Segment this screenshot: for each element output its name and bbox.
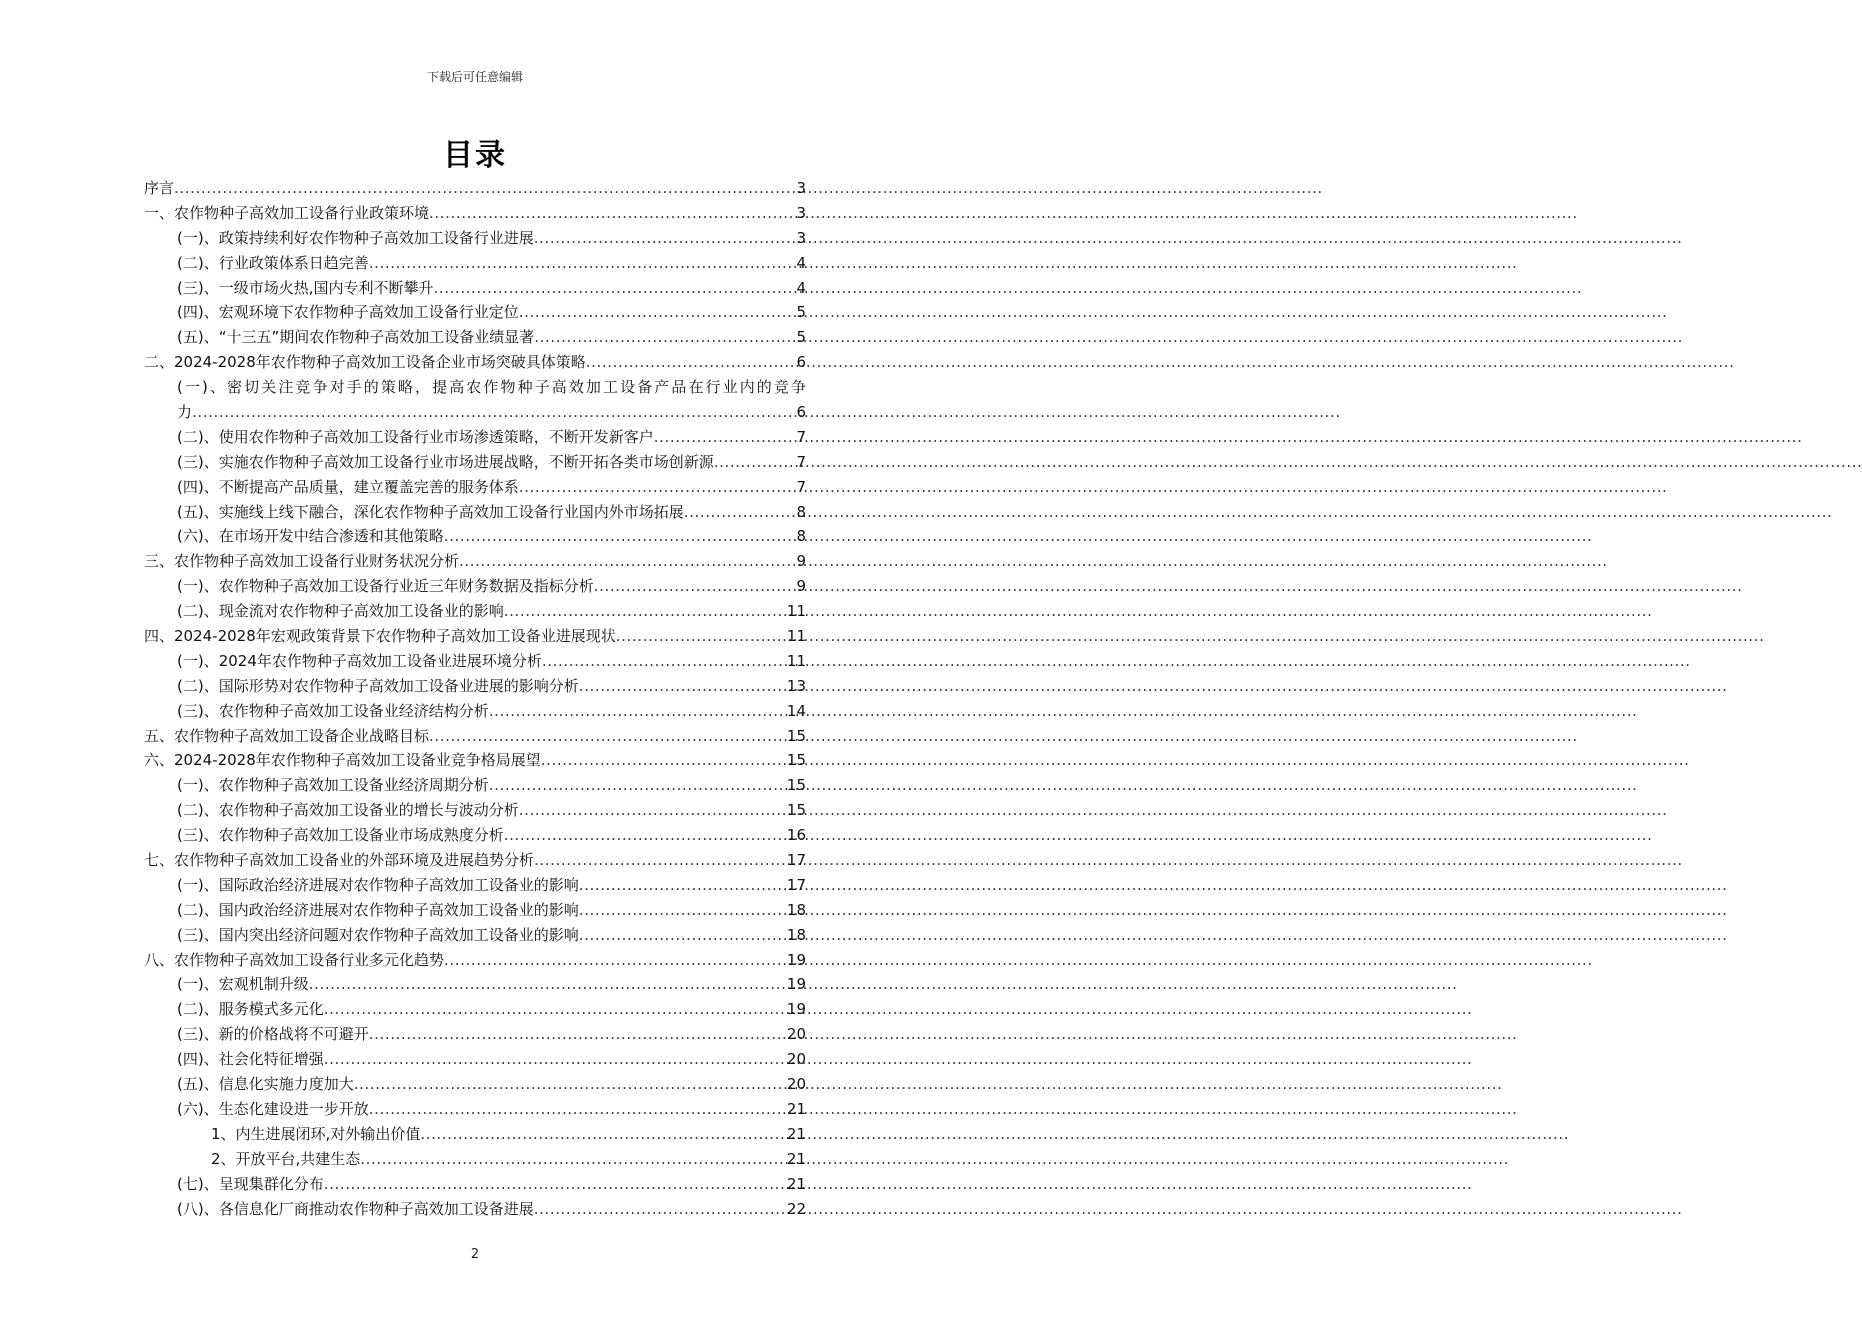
- toc-leader: [444, 524, 797, 549]
- toc-leader: [309, 972, 787, 997]
- page-number: 2: [470, 1247, 480, 1262]
- toc-entry-text: (四)、不断提高产品质量，建立覆盖完善的服务体系: [177, 477, 519, 496]
- toc-entry[interactable]: [144, 674, 806, 699]
- toc-leader: [504, 823, 787, 848]
- toc-entry[interactable]: [144, 948, 806, 973]
- toc-leader: [542, 649, 787, 674]
- toc-page-number: 21: [786, 1174, 806, 1193]
- toc-entry-text: (三)、实施农作物种子高效加工设备行业市场进展战略，不断开拓各类市场创新源: [177, 452, 714, 471]
- toc-page-number: 19: [786, 950, 806, 969]
- toc-leader: [429, 201, 796, 226]
- toc-entry-text: 序言: [144, 178, 175, 197]
- toc-page-number: 9: [796, 552, 806, 571]
- toc-leader: [519, 300, 797, 325]
- toc-leader: [369, 251, 797, 276]
- toc-leader: [534, 325, 796, 350]
- toc-page-number: 8: [796, 527, 806, 546]
- toc-leader: [534, 226, 797, 251]
- toc-page-number: 5: [796, 328, 806, 347]
- toc-entry[interactable]: [144, 699, 806, 724]
- toc-leader: [579, 923, 787, 948]
- toc-entry-text: (七)、呈现集群化分布: [177, 1174, 324, 1193]
- toc-entry-text: (三)、农作物种子高效加工设备业市场成熟度分析: [177, 826, 504, 845]
- toc-entry[interactable]: [144, 201, 806, 226]
- toc-entry[interactable]: [144, 450, 806, 475]
- toc-leader: [324, 1047, 787, 1072]
- toc-page-number: 21: [786, 1149, 806, 1168]
- toc-entry-text: 七、农作物种子高效加工设备业的外部环境及进展趋势分析: [144, 851, 535, 870]
- toc-entry[interactable]: [144, 773, 806, 798]
- toc-entry[interactable]: [144, 1072, 806, 1097]
- toc-entry[interactable]: [144, 923, 806, 948]
- toc-entry[interactable]: [144, 500, 806, 525]
- toc-entry[interactable]: [144, 400, 806, 425]
- toc-leader: [459, 549, 796, 574]
- toc-page-number: 11: [786, 651, 806, 670]
- toc-entry-text: (六)、在市场开发中结合渗透和其他策略: [177, 527, 444, 546]
- toc-entry[interactable]: [144, 176, 806, 201]
- toc-entry-text: (六)、生态化建设进一步开放: [177, 1099, 369, 1118]
- toc-entry[interactable]: [144, 350, 806, 375]
- toc-page-number: 7: [796, 427, 806, 446]
- toc-page-number: 21: [786, 1099, 806, 1118]
- toc-entry-text: (五)、“十三五”期间农作物种子高效加工设备业绩显著: [177, 328, 535, 347]
- toc-leader: [433, 276, 796, 301]
- toc-entry-text: (二)、行业政策体系日趋完善: [177, 253, 369, 272]
- toc-leader: [504, 599, 787, 624]
- toc-leader: [519, 798, 787, 823]
- toc-page-number: 13: [786, 676, 806, 695]
- toc-entry-text: 1、内生进展闭环,对外输出价值: [211, 1124, 421, 1143]
- toc-leader: [324, 1172, 787, 1197]
- toc-entry[interactable]: [144, 276, 806, 301]
- toc-entry-text: (三)、农作物种子高效加工设备业经济结构分析: [177, 701, 489, 720]
- toc-page-number: 15: [786, 801, 806, 820]
- toc-page-number: 6: [796, 353, 806, 372]
- toc-entry-text: (四)、社会化特征增强: [177, 1050, 324, 1069]
- toc-page-number: 3: [796, 203, 806, 222]
- toc-entry[interactable]: [144, 823, 806, 848]
- toc-page-number: 20: [786, 1075, 806, 1094]
- toc-entry-text: 力: [177, 403, 193, 421]
- toc-leader: [684, 500, 797, 525]
- toc-page-number: 15: [786, 776, 806, 795]
- toc-leader: [420, 1122, 787, 1147]
- toc-entry-text: (三)、一级市场火热,国内专利不断攀升: [177, 278, 434, 297]
- toc-entry[interactable]: [144, 425, 806, 450]
- toc-entry-text: 一、农作物种子高效加工设备行业政策环境: [144, 203, 430, 222]
- toc-entry-first-line[interactable]: (一)、密切关注竞争对手的策略，提高农作物种子高效加工设备产品在行业内的竞争: [177, 378, 806, 397]
- toc-entry[interactable]: [144, 226, 806, 251]
- toc-page-number: 11: [786, 602, 806, 621]
- toc-page-number: 15: [786, 751, 806, 770]
- toc-entry[interactable]: [144, 1097, 806, 1122]
- toc-entry[interactable]: [144, 549, 806, 574]
- toc-entry[interactable]: [144, 325, 806, 350]
- toc-entry-text: (三)、国内突出经济问题对农作物种子高效加工设备业的影响: [177, 925, 579, 944]
- toc-page-number: 19: [786, 975, 806, 994]
- toc-page-number: 18: [786, 900, 806, 919]
- toc-leader: [192, 400, 796, 425]
- toc-leader: [534, 1197, 787, 1222]
- toc-entry[interactable]: [144, 524, 806, 549]
- toc-entry[interactable]: [144, 1172, 806, 1197]
- toc-entry-text: (二)、现金流对农作物种子高效加工设备业的影响: [177, 602, 504, 621]
- toc-entry[interactable]: [144, 1122, 806, 1147]
- toc-entry-text: (四)、宏观环境下农作物种子高效加工设备行业定位: [177, 303, 519, 322]
- toc-page-number: 5: [796, 303, 806, 322]
- toc-leader: [579, 873, 787, 898]
- toc-page-number: 9: [796, 577, 806, 596]
- toc-entry[interactable]: [144, 624, 806, 649]
- toc-page-number: 19: [786, 1000, 806, 1019]
- toc-entry[interactable]: [144, 848, 806, 873]
- toc-entry-text: (一)、政策持续利好农作物种子高效加工设备行业进展: [177, 228, 534, 247]
- toc-leader: [429, 724, 787, 749]
- toc-page-number: 7: [796, 477, 806, 496]
- toc-leader: [579, 674, 787, 699]
- toc-entry-text: 五、农作物种子高效加工设备企业战略目标: [144, 726, 430, 745]
- toc-page-number: 8: [796, 502, 806, 521]
- toc-page-number: 18: [786, 925, 806, 944]
- toc-entry[interactable]: [144, 1047, 806, 1072]
- toc-page-number: 14: [786, 701, 806, 720]
- toc-entry-text: (一)、国际政治经济进展对农作物种子高效加工设备业的影响: [177, 875, 579, 894]
- toc-entry[interactable]: [144, 1022, 806, 1047]
- toc-leader: [579, 898, 787, 923]
- toc-entry-text: (五)、实施线上线下融合，深化农作物种子高效加工设备行业国内外市场拓展: [177, 502, 684, 521]
- toc-page-number: 17: [786, 851, 806, 870]
- toc-entry-text: 二、2024-2028年农作物种子高效加工设备企业市场突破具体策略: [144, 353, 586, 372]
- toc-entry[interactable]: [144, 973, 806, 998]
- toc-leader: [360, 1147, 787, 1172]
- toc-entry[interactable]: [144, 300, 806, 325]
- toc-entry-text: (二)、国内政治经济进展对农作物种子高效加工设备业的影响: [177, 900, 579, 919]
- toc-entry-text: (三)、新的价格战将不可避开: [177, 1025, 369, 1044]
- header-note: 下载后可任意编辑: [426, 70, 523, 84]
- toc-leader: [541, 748, 787, 773]
- toc-leader: [714, 450, 797, 475]
- toc-leader: [354, 1072, 787, 1097]
- toc-leader: [586, 350, 797, 375]
- toc-leader: [174, 176, 796, 201]
- toc-title: 目录: [443, 138, 507, 173]
- toc-entry[interactable]: [144, 1147, 806, 1172]
- toc-entry-text: 八、农作物种子高效加工设备行业多元化趋势: [144, 950, 445, 969]
- toc-entry[interactable]: [144, 898, 806, 923]
- toc-page-number: 21: [786, 1124, 806, 1143]
- toc-entry[interactable]: [144, 724, 806, 749]
- toc-leader: [616, 624, 787, 649]
- toc-entry-text: (五)、信息化实施力度加大: [177, 1075, 354, 1094]
- toc-entry-text: (一)、农作物种子高效加工设备行业近三年财务数据及指标分析: [177, 577, 594, 596]
- toc-leader: [519, 475, 797, 500]
- toc-entry-text: 2、开放平台,共建生态: [211, 1149, 361, 1168]
- toc-page-number: 20: [786, 1050, 806, 1069]
- toc-entry-text: (二)、服务模式多元化: [177, 1000, 324, 1019]
- toc-page-number: 20: [786, 1025, 806, 1044]
- toc-entry-text: (二)、国际形势对农作物种子高效加工设备业进展的影响分析: [177, 676, 579, 695]
- toc-entry[interactable]: [144, 251, 806, 276]
- toc-leader: [369, 1097, 787, 1122]
- toc-entry-text: (一)、农作物种子高效加工设备业经济周期分析: [177, 776, 489, 795]
- toc-page-number: 17: [786, 875, 806, 894]
- toc-page-number: 3: [796, 178, 806, 197]
- toc-leader: [444, 948, 787, 973]
- toc-entry-text: 六、2024-2028年农作物种子高效加工设备业竞争格局展望: [144, 751, 541, 770]
- toc-leader: [369, 1022, 787, 1047]
- toc-entry-text: 四、2024-2028年宏观政策背景下农作物种子高效加工设备业进展现状: [144, 627, 616, 646]
- toc-entry[interactable]: [144, 475, 806, 500]
- toc-entry[interactable]: [144, 997, 806, 1022]
- toc-entry[interactable]: [144, 1197, 806, 1222]
- toc-leader: [324, 997, 787, 1022]
- toc-entry[interactable]: [144, 748, 806, 773]
- toc-page-number: 15: [786, 726, 806, 745]
- toc-leader: [534, 848, 787, 873]
- toc-leader: [594, 574, 797, 599]
- toc-leader: [654, 425, 797, 450]
- toc-entry[interactable]: [144, 574, 806, 599]
- toc-entry-text: 三、农作物种子高效加工设备行业财务状况分析: [144, 552, 460, 571]
- toc-page-number: 4: [796, 253, 806, 272]
- toc-page-number: 7: [796, 452, 806, 471]
- toc-page-number: 6: [796, 403, 806, 421]
- toc-page-number: 11: [786, 627, 806, 646]
- toc-entry[interactable]: [144, 798, 806, 823]
- toc-entry[interactable]: [144, 649, 806, 674]
- toc-page-number: 16: [786, 826, 806, 845]
- toc-page-number: 4: [796, 278, 806, 297]
- toc-entry-text: (二)、农作物种子高效加工设备业的增长与波动分析: [177, 801, 519, 820]
- toc-entry-text: (八)、各信息化厂商推动农作物种子高效加工设备进展: [177, 1199, 534, 1218]
- toc-page-number: 22: [786, 1199, 806, 1218]
- toc-entry-text: (一)、2024年农作物种子高效加工设备业进展环境分析: [177, 651, 542, 670]
- toc-leader: [489, 773, 787, 798]
- toc-entry-text: (一)、宏观机制升级: [177, 975, 309, 994]
- toc-entry[interactable]: [144, 599, 806, 624]
- toc-page-number: 3: [796, 228, 806, 247]
- table-of-contents: [144, 176, 806, 1221]
- toc-entry-text: (二)、使用农作物种子高效加工设备行业市场渗透策略，不断开发新客户: [177, 427, 654, 446]
- toc-leader: [489, 699, 787, 724]
- toc-entry[interactable]: [144, 873, 806, 898]
